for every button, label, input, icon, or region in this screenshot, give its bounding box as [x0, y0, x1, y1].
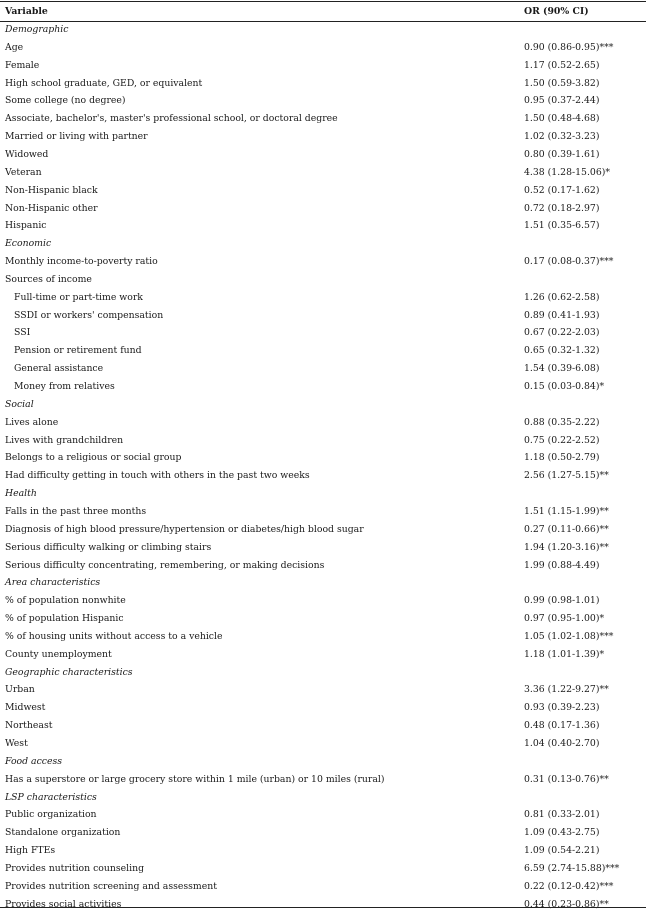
odds-ratio-value: 1.54 (0.39-6.08): [524, 363, 600, 375]
odds-ratio-value: 1.05 (1.02-1.08)***: [524, 630, 614, 642]
table-row: [0, 253, 646, 270]
odds-ratio-value: 1.50 (0.48-4.68): [524, 113, 600, 125]
variable-label: Age: [5, 41, 24, 53]
table-row: [0, 307, 646, 324]
variable-label: Lives with grandchildren: [5, 434, 124, 446]
table-row: [0, 842, 646, 859]
variable-label: Has a superstore or large grocery store within 1 mile (urban) or 10 miles (rural): [5, 773, 385, 785]
table-row: [0, 200, 646, 217]
odds-ratio-value: 0.72 (0.18-2.97): [524, 202, 600, 214]
variable-label: Standalone organization: [5, 827, 121, 839]
odds-ratio-value: 0.48 (0.17-1.36): [524, 720, 600, 732]
variable-label: West: [5, 738, 28, 749]
variable-label: Female: [5, 59, 40, 71]
variable-label: % of population nonwhite: [5, 595, 126, 607]
odds-ratio-value: 0.80 (0.39-1.61): [524, 148, 600, 160]
variable-label: Veteran: [5, 166, 42, 178]
section-heading-row: [0, 664, 646, 681]
odds-ratio-value: 0.15 (0.03-0.84)*: [524, 381, 605, 392]
odds-ratio-value: 0.22 (0.12-0.42)***: [524, 880, 614, 892]
section-heading: Geographic characteristics: [5, 666, 133, 678]
odds-ratio-value: 0.44 (0.23-0.86)**: [524, 898, 609, 910]
table-row: [0, 806, 646, 823]
odds-ratio-value: 0.27 (0.11-0.66)**: [524, 523, 609, 535]
table-row: [0, 92, 646, 109]
variable-label: Non-Hispanic other: [5, 202, 98, 214]
odds-ratio-value: 0.75 (0.22-2.52): [524, 434, 600, 446]
section-heading-row: [0, 396, 646, 413]
variable-label: Had difficulty getting in touch with others in the past two weeks: [5, 470, 310, 482]
odds-ratio-value: 0.88 (0.35-2.22): [524, 416, 600, 428]
section-heading: Demographic: [5, 24, 69, 35]
odds-ratio-value: 0.81 (0.33-2.01): [524, 809, 600, 821]
odds-ratio-value: 0.17 (0.08-0.37)***: [524, 256, 614, 268]
table-row: [0, 128, 646, 145]
odds-ratio-value: 0.31 (0.13-0.76)**: [524, 773, 609, 785]
odds-ratio-value: 0.95 (0.37-2.44): [524, 95, 600, 107]
variable-label: Full-time or part-time work: [14, 291, 143, 303]
table-row: [0, 503, 646, 520]
section-heading: LSP characteristics: [5, 791, 97, 803]
table-row: [0, 39, 646, 56]
header-variable: Variable: [5, 6, 48, 17]
variable-label: County unemployment: [5, 648, 112, 660]
odds-ratio-value: 1.02 (0.32-3.23): [524, 131, 600, 143]
section-heading-row: [0, 235, 646, 252]
table-row: [0, 699, 646, 716]
variable-label: Married or living with partner: [5, 131, 148, 143]
table-row: [0, 896, 646, 913]
variable-label: Widowed: [5, 148, 49, 160]
section-heading-row: [0, 485, 646, 502]
table-row: [0, 860, 646, 877]
table-row: [0, 557, 646, 574]
odds-ratio-value: 0.97 (0.95-1.00)*: [524, 613, 605, 625]
odds-ratio-value: 1.50 (0.59-3.82): [524, 77, 600, 89]
table-row: [0, 771, 646, 788]
variable-label: Money from relatives: [14, 381, 115, 392]
variable-label: Provides social activities: [5, 898, 122, 910]
table-row: [0, 289, 646, 306]
table-row: [0, 75, 646, 92]
section-heading: Food access: [5, 755, 63, 767]
variable-label: High school graduate, GED, or equivalent: [5, 77, 203, 89]
variable-label: SSDI or workers' compensation: [14, 309, 164, 321]
variable-label: Pension or retirement fund: [14, 345, 142, 357]
variable-label: General assistance: [14, 363, 104, 375]
variable-label: High FTEs: [5, 845, 56, 857]
table-row: [0, 735, 646, 752]
variable-label: SSI: [14, 327, 31, 339]
table-bottom-rule: [0, 907, 646, 908]
table-top-rule: [0, 1, 646, 2]
variable-label: Some college (no degree): [5, 95, 126, 107]
section-heading: Economic: [5, 238, 52, 250]
section-heading-row: [0, 574, 646, 591]
table-row: [0, 646, 646, 663]
section-heading: Health: [5, 488, 37, 500]
odds-ratio-value: 1.09 (0.54-2.21): [524, 845, 600, 857]
table-row: [0, 217, 646, 234]
section-heading-row: [0, 21, 646, 38]
section-heading: Social: [5, 398, 34, 410]
table-row: [0, 592, 646, 609]
table-row: [0, 432, 646, 449]
section-heading-row: [0, 789, 646, 806]
table-row: [0, 610, 646, 627]
variable-label: Monthly income-to-poverty ratio: [5, 256, 158, 268]
table-row: [0, 164, 646, 181]
variable-label: Provides nutrition counseling: [5, 862, 145, 874]
variable-label: Public organization: [5, 809, 97, 821]
table-row: [0, 628, 646, 645]
variable-label: Diagnosis of high blood pressure/hypertension or diabetes/high blood sugar: [5, 523, 364, 535]
odds-ratio-value: 1.26 (0.62-2.58): [524, 291, 600, 303]
variable-label: Lives alone: [5, 416, 59, 428]
table-row: [0, 110, 646, 127]
odds-ratio-value: 0.67 (0.22-2.03): [524, 327, 600, 339]
section-heading: Area characteristics: [5, 577, 101, 589]
table-row: [0, 182, 646, 199]
table-row: [0, 360, 646, 377]
table-row: [0, 324, 646, 341]
odds-ratio-value: 1.94 (1.20-3.16)**: [524, 541, 609, 553]
variable-label: Serious difficulty walking or climbing stairs: [5, 541, 212, 553]
variable-label: Provides nutrition screening and assessment: [5, 880, 217, 892]
variable-label: Non-Hispanic black: [5, 184, 98, 196]
table-row: [0, 271, 646, 288]
odds-ratio-value: 1.04 (0.40-2.70): [524, 738, 600, 749]
odds-ratio-value: 0.90 (0.86-0.95)***: [524, 41, 614, 53]
odds-ratio-value: 1.99 (0.88-4.49): [524, 559, 600, 571]
odds-ratio-value: 1.09 (0.43-2.75): [524, 827, 600, 839]
odds-ratio-value: 1.51 (0.35-6.57): [524, 220, 600, 232]
variable-label: % of housing units without access to a vehicle: [5, 630, 223, 642]
odds-ratio-value: 0.99 (0.98-1.01): [524, 595, 600, 607]
variable-label: % of population Hispanic: [5, 613, 124, 625]
header-odds-ratio: OR (90% CI): [524, 6, 589, 17]
table-row: [0, 378, 646, 395]
variable-label: Sources of income: [5, 273, 92, 285]
table-row: [0, 521, 646, 538]
table-row: [0, 878, 646, 895]
section-heading-row: [0, 753, 646, 770]
odds-ratio-value: 1.17 (0.52-2.65): [524, 59, 600, 71]
table-row: [0, 342, 646, 359]
odds-ratio-value: 1.51 (1.15-1.99)**: [524, 505, 609, 517]
table-row: [0, 681, 646, 698]
odds-ratio-value: 2.56 (1.27-5.15)**: [524, 470, 609, 482]
odds-ratio-value: 0.52 (0.17-1.62): [524, 184, 600, 196]
variable-label: Serious difficulty concentrating, remembering, or making decisions: [5, 559, 325, 571]
variable-label: Belongs to a religious or social group: [5, 452, 182, 464]
variable-label: Falls in the past three months: [5, 505, 147, 517]
variable-label: Associate, bachelor's, master's professional school, or doctoral degree: [5, 113, 338, 125]
variable-label: Urban: [5, 684, 35, 696]
table-row: [0, 824, 646, 841]
odds-ratio-value: 6.59 (2.74-15.88)***: [524, 862, 620, 874]
table-row: [0, 449, 646, 466]
variable-label: Hispanic: [5, 220, 47, 232]
odds-ratio-value: 1.18 (0.50-2.79): [524, 452, 600, 464]
table-row: [0, 57, 646, 74]
odds-ratio-value: 4.38 (1.28-15.06)*: [524, 166, 611, 178]
odds-ratio-value: 3.36 (1.22-9.27)**: [524, 684, 609, 696]
variable-label: Midwest: [5, 702, 46, 714]
table-row: [0, 467, 646, 484]
table-row: [0, 717, 646, 734]
odds-ratio-value: 0.65 (0.32-1.32): [524, 345, 600, 357]
table-row: [0, 146, 646, 163]
variable-label: Northeast: [5, 720, 53, 732]
table-row: [0, 539, 646, 556]
odds-ratio-value: 0.89 (0.41-1.93): [524, 309, 600, 321]
odds-ratio-value: 0.93 (0.39-2.23): [524, 702, 600, 714]
table-row: [0, 414, 646, 431]
odds-ratio-value: 1.18 (1.01-1.39)*: [524, 648, 605, 660]
